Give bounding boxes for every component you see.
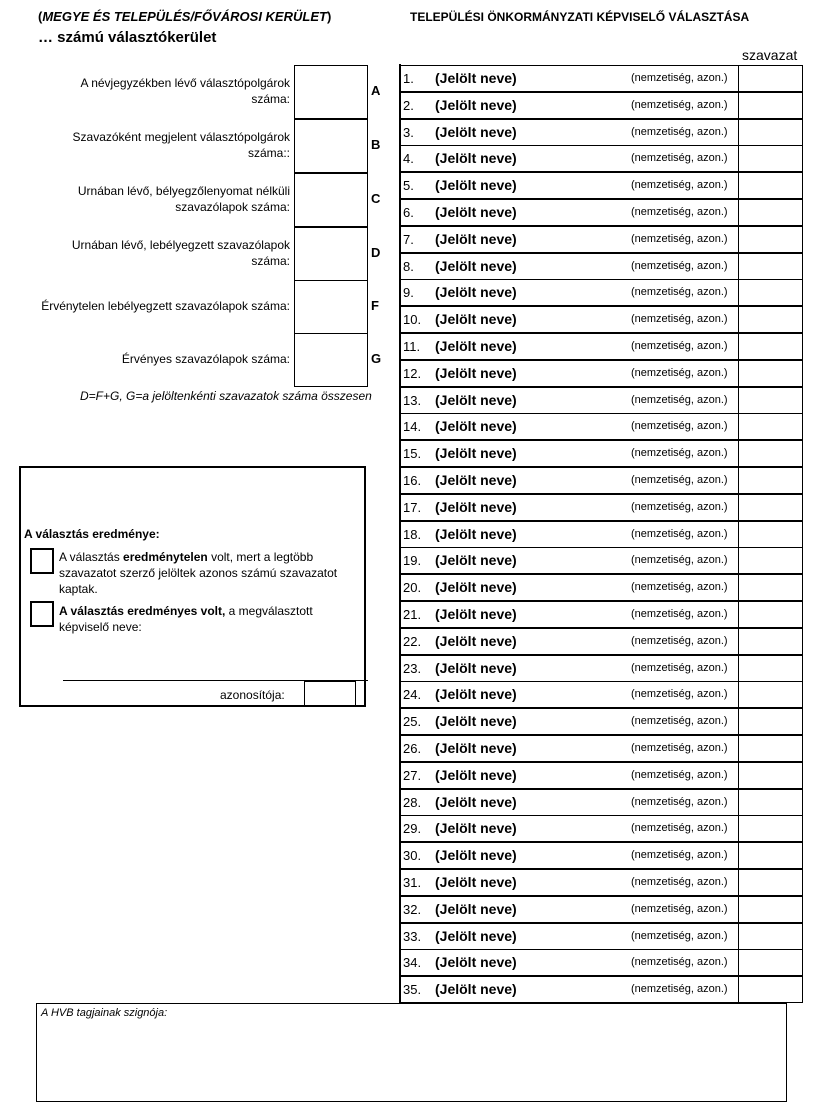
- candidate-row: [399, 949, 803, 976]
- candidate-row: [399, 655, 803, 682]
- vote-count-field[interactable]: [738, 172, 803, 199]
- vote-count-field[interactable]: [738, 923, 803, 950]
- candidate-nationality: (nemzetiség, azon.): [631, 206, 728, 218]
- stat-box-d[interactable]: [294, 227, 368, 281]
- candidate-cell: [399, 842, 738, 869]
- candidate-name: (Jelölt neve): [435, 96, 517, 113]
- vote-count-field[interactable]: [738, 547, 803, 574]
- candidate-row: [399, 119, 803, 146]
- vote-count-field[interactable]: [738, 842, 803, 869]
- candidate-nationality: (nemzetiség, azon.): [631, 768, 728, 781]
- candidate-number: 8.: [403, 258, 414, 274]
- id-field[interactable]: [304, 681, 356, 707]
- candidate-cell: [399, 172, 738, 199]
- candidate-name: (Jelölt neve): [435, 954, 517, 971]
- candidate-name: (Jelölt neve): [435, 391, 517, 408]
- vote-count-field[interactable]: [738, 628, 803, 655]
- candidate-nationality: (nemzetiség, azon.): [631, 232, 728, 245]
- candidate-nationality: (nemzetiség, azon.): [631, 259, 728, 272]
- id-label: azonosítója:: [220, 688, 285, 702]
- vote-count-field[interactable]: [738, 708, 803, 735]
- candidate-nationality: (nemzetiség, azon.): [631, 554, 728, 567]
- vote-count-field[interactable]: [738, 815, 803, 842]
- district-subtitle: … számú választókerület: [38, 29, 217, 46]
- candidate-number: 3.: [403, 124, 414, 140]
- candidate-nationality: (nemzetiség, azon.): [631, 849, 728, 862]
- candidate-row: [399, 360, 803, 387]
- vote-count-field[interactable]: [738, 949, 803, 976]
- vote-count-field[interactable]: [738, 976, 803, 1003]
- stat-box-g[interactable]: [294, 333, 368, 387]
- vote-count-field[interactable]: [738, 869, 803, 896]
- candidate-cell: [399, 65, 738, 92]
- candidate-row: [399, 708, 803, 735]
- candidate-row: [399, 387, 803, 414]
- candidate-name: (Jelölt neve): [435, 498, 517, 515]
- candidate-cell: [399, 869, 738, 896]
- candidate-name: (Jelölt neve): [435, 874, 517, 890]
- candidate-name: (Jelölt neve): [435, 70, 517, 86]
- candidate-cell: [399, 815, 738, 842]
- candidate-row: [399, 333, 803, 360]
- candidate-cell: [399, 306, 738, 333]
- candidate-name: (Jelölt neve): [435, 981, 517, 998]
- candidate-name: (Jelölt neve): [435, 659, 517, 676]
- candidate-cell: [399, 92, 738, 119]
- vote-count-field[interactable]: [738, 601, 803, 628]
- candidate-name: (Jelölt neve): [435, 579, 517, 596]
- vote-count-field[interactable]: [738, 762, 803, 789]
- candidate-cell: [399, 923, 738, 950]
- candidate-cell: [399, 467, 738, 494]
- vote-count-field[interactable]: [738, 467, 803, 494]
- candidate-number: 31.: [403, 875, 422, 890]
- vote-count-field[interactable]: [738, 789, 803, 816]
- stat-letter: A: [371, 83, 381, 98]
- candidate-number: 34.: [403, 955, 422, 971]
- candidate-nationality: (nemzetiség, azon.): [631, 393, 728, 406]
- candidate-row: [399, 574, 803, 601]
- candidate-nationality: (nemzetiség, azon.): [631, 956, 728, 969]
- candidate-nationality: (nemzetiség, azon.): [631, 340, 728, 352]
- candidate-row: [399, 896, 803, 923]
- candidate-number: 15.: [403, 446, 422, 462]
- candidate-row: [399, 199, 803, 226]
- candidate-row: [399, 735, 803, 762]
- candidate-name: (Jelölt neve): [435, 364, 517, 381]
- candidate-nationality: (nemzetiség, azon.): [631, 286, 728, 299]
- stat-letter: B: [371, 137, 381, 152]
- candidate-name: (Jelölt neve): [435, 740, 517, 756]
- candidate-nationality: (nemzetiség, azon.): [631, 581, 728, 594]
- candidate-number: 21.: [403, 607, 422, 622]
- candidate-row: [399, 467, 803, 494]
- candidate-name: (Jelölt neve): [435, 284, 517, 301]
- candidate-number: 32.: [403, 901, 422, 917]
- candidate-cell: [399, 360, 738, 387]
- stat-box-b[interactable]: [294, 119, 368, 173]
- candidate-row: [399, 762, 803, 789]
- candidate-cell: [399, 762, 738, 789]
- candidate-number: 29.: [403, 821, 422, 837]
- candidate-number: 1.: [403, 71, 414, 86]
- candidate-name: (Jelölt neve): [435, 525, 517, 542]
- candidate-row: [399, 253, 803, 280]
- candidate-cell: [399, 413, 738, 440]
- candidate-name: (Jelölt neve): [435, 927, 517, 944]
- candidate-name: (Jelölt neve): [435, 257, 517, 274]
- stat-label: Érvénytelen lebélyegzett szavazólapok száma:: [41, 299, 290, 313]
- candidate-nationality: (nemzetiség, azon.): [631, 688, 728, 701]
- candidate-row: [399, 547, 803, 574]
- candidate-nationality: (nemzetiség, azon.): [631, 527, 728, 540]
- candidate-number: 26.: [403, 741, 422, 756]
- stat-box-c[interactable]: [294, 173, 368, 227]
- candidate-cell: [399, 976, 738, 1003]
- vote-count-field[interactable]: [738, 306, 803, 333]
- candidate-row: [399, 681, 803, 708]
- candidate-cell: [399, 521, 738, 548]
- candidate-number: 28.: [403, 794, 422, 810]
- vote-count-field[interactable]: [738, 521, 803, 548]
- candidate-nationality: (nemzetiség, azon.): [631, 447, 728, 460]
- candidate-cell: [399, 494, 738, 521]
- result-title: A választás eredménye:: [24, 527, 160, 541]
- candidate-number: 27.: [403, 767, 422, 783]
- candidate-name: (Jelölt neve): [435, 338, 517, 354]
- vote-count-field[interactable]: [738, 413, 803, 440]
- stat-box-f[interactable]: [294, 280, 368, 334]
- stat-letter: F: [371, 298, 379, 313]
- candidate-row: [399, 440, 803, 467]
- candidate-row: [399, 65, 803, 92]
- candidate-number: 4.: [403, 151, 414, 167]
- candidate-row: [399, 869, 803, 896]
- candidate-cell: [399, 708, 738, 735]
- candidate-row: [399, 413, 803, 440]
- candidate-nationality: (nemzetiség, azon.): [631, 313, 728, 326]
- vote-count-field[interactable]: [738, 735, 803, 762]
- signature-title: A HVB tagjainak szignója:: [41, 1007, 168, 1019]
- vote-count-field[interactable]: [738, 65, 803, 92]
- candidate-row: [399, 976, 803, 1003]
- candidate-nationality: (nemzetiség, azon.): [631, 474, 728, 486]
- candidate-cell: [399, 574, 738, 601]
- candidate-number: 22.: [403, 633, 422, 649]
- candidate-row: [399, 628, 803, 655]
- stat-letter: C: [371, 191, 381, 206]
- candidate-cell: [399, 333, 738, 360]
- candidate-cell: [399, 601, 738, 628]
- candidate-nationality: (nemzetiség, azon.): [631, 902, 728, 915]
- candidate-nationality: (nemzetiség, azon.): [631, 795, 728, 808]
- candidate-nationality: (nemzetiség, azon.): [631, 876, 728, 888]
- candidate-row: [399, 494, 803, 521]
- vote-count-field[interactable]: [738, 896, 803, 923]
- vote-count-field[interactable]: [738, 333, 803, 360]
- candidate-number: 14.: [403, 419, 422, 435]
- candidate-row: [399, 789, 803, 816]
- candidate-nationality: (nemzetiség, azon.): [631, 634, 728, 647]
- candidate-name: (Jelölt neve): [435, 552, 517, 569]
- candidate-number: 20.: [403, 580, 422, 596]
- candidate-number: 12.: [403, 365, 422, 381]
- candidate-row: [399, 521, 803, 548]
- candidate-cell: [399, 681, 738, 708]
- successful-option-text: A választás eredményes volt, a megválasztott képviselő neve:: [59, 604, 313, 634]
- candidate-nationality: (nemzetiség, azon.): [631, 715, 728, 728]
- candidate-nationality: (nemzetiség, azon.): [631, 98, 728, 111]
- stat-box-a[interactable]: [294, 65, 368, 119]
- candidate-nationality: (nemzetiség, azon.): [631, 608, 728, 620]
- candidate-name: (Jelölt neve): [435, 311, 517, 328]
- candidate-nationality: (nemzetiség, azon.): [631, 500, 728, 513]
- stat-label: Urnában lévő, bélyegzőlenyomat nélküli szavazólapok száma:: [77, 184, 290, 214]
- vote-count-field[interactable]: [738, 387, 803, 414]
- candidate-nationality: (nemzetiség, azon.): [631, 661, 728, 674]
- candidate-name: (Jelölt neve): [435, 472, 517, 488]
- candidate-cell: [399, 226, 738, 253]
- candidate-number: 25.: [403, 714, 422, 730]
- candidate-cell: [399, 279, 738, 306]
- candidate-name: (Jelölt neve): [435, 445, 517, 462]
- candidate-nationality: (nemzetiség, azon.): [631, 420, 728, 433]
- candidate-number: 11.: [403, 339, 421, 354]
- vote-column-header: szavazat: [742, 47, 798, 63]
- candidate-cell: [399, 896, 738, 923]
- candidate-name: (Jelölt neve): [435, 900, 517, 917]
- candidate-name: (Jelölt neve): [435, 177, 517, 194]
- candidate-nationality: (nemzetiség, azon.): [631, 929, 728, 942]
- candidate-cell: [399, 655, 738, 682]
- candidate-row: [399, 815, 803, 842]
- stat-letter: D: [371, 245, 381, 260]
- candidate-number: 9.: [403, 285, 414, 301]
- candidate-cell: [399, 628, 738, 655]
- candidate-number: 24.: [403, 687, 422, 703]
- candidate-table: [399, 65, 803, 1004]
- candidate-number: 30.: [403, 848, 422, 864]
- candidate-cell: [399, 440, 738, 467]
- candidate-name: (Jelölt neve): [435, 606, 517, 622]
- candidate-number: 13.: [403, 392, 422, 408]
- candidate-row: [399, 842, 803, 869]
- candidate-number: 23.: [403, 660, 422, 676]
- unsuccessful-checkbox[interactable]: [30, 548, 54, 574]
- vote-count-field[interactable]: [738, 574, 803, 601]
- stat-label: Érvényes szavazólapok száma:: [121, 352, 290, 366]
- candidate-number: 17.: [403, 499, 422, 515]
- candidate-row: [399, 923, 803, 950]
- candidate-number: 18.: [403, 526, 422, 542]
- candidate-cell: [399, 547, 738, 574]
- candidate-cell: [399, 789, 738, 816]
- candidate-nationality: (nemzetiség, azon.): [631, 742, 728, 754]
- candidate-cell: [399, 199, 738, 226]
- vote-count-field[interactable]: [738, 360, 803, 387]
- candidate-name: (Jelölt neve): [435, 766, 517, 783]
- vote-count-field[interactable]: [738, 145, 803, 172]
- candidate-cell: [399, 253, 738, 280]
- candidate-cell: [399, 119, 738, 146]
- candidate-nationality: (nemzetiség, azon.): [631, 179, 728, 192]
- candidate-row: [399, 172, 803, 199]
- vote-count-field[interactable]: [738, 92, 803, 119]
- stat-letter: G: [371, 351, 382, 366]
- candidate-cell: [399, 145, 738, 172]
- candidate-row: [399, 145, 803, 172]
- vote-count-field[interactable]: [738, 199, 803, 226]
- candidate-row: [399, 601, 803, 628]
- candidate-row: [399, 279, 803, 306]
- candidate-name: (Jelölt neve): [435, 686, 517, 703]
- candidate-number: 33.: [403, 928, 422, 944]
- vote-count-field[interactable]: [738, 253, 803, 280]
- candidate-nationality: (nemzetiség, azon.): [631, 152, 728, 165]
- county-settlement-header: (MEGYE ÉS TELEPÜLÉS/FŐVÁROSI KERÜLET): [38, 9, 332, 24]
- stat-label: Szavazóként megjelent választópolgárok száma::: [72, 130, 290, 160]
- candidate-name: (Jelölt neve): [435, 123, 517, 140]
- stat-label: Urnában lévő, lebélyegzett szavazólapok száma:: [71, 238, 290, 268]
- candidate-row: [399, 92, 803, 119]
- candidate-name: (Jelölt neve): [435, 418, 517, 435]
- candidate-nationality: (nemzetiség, azon.): [631, 822, 728, 835]
- candidate-name: (Jelölt neve): [435, 847, 517, 864]
- successful-checkbox[interactable]: [30, 601, 54, 627]
- stat-label: A névjegyzékben lévő választópolgárok száma:: [80, 76, 290, 106]
- candidate-name: (Jelölt neve): [435, 713, 517, 730]
- vote-count-field[interactable]: [738, 279, 803, 306]
- formula-note: D=F+G, G=a jelöltenkénti szavazatok száma összesen: [80, 389, 372, 403]
- candidate-name: (Jelölt neve): [435, 820, 517, 837]
- candidate-row: [399, 306, 803, 333]
- vote-count-field[interactable]: [738, 494, 803, 521]
- candidate-row: [399, 226, 803, 253]
- county-settlement-label: MEGYE ÉS TELEPÜLÉS/FŐVÁROSI KERÜLET: [42, 9, 327, 24]
- candidate-number: 19.: [403, 553, 422, 569]
- candidate-name: (Jelölt neve): [435, 230, 517, 247]
- candidate-nationality: (nemzetiség, azon.): [631, 72, 728, 84]
- vote-count-field[interactable]: [738, 681, 803, 708]
- candidate-cell: [399, 949, 738, 976]
- candidate-cell: [399, 387, 738, 414]
- candidate-number: 10.: [403, 312, 422, 328]
- vote-count-field[interactable]: [738, 440, 803, 467]
- unsuccessful-option-text: A választás eredménytelen volt, mert a legtöbb szavazatot szerző jelöltek azonos számú szavazatot kaptak.: [59, 550, 338, 596]
- election-title: TELEPÜLÉSI ÖNKORMÁNYZATI KÉPVISELŐ VÁLASZTÁSA: [410, 10, 750, 24]
- candidate-number: 5.: [403, 178, 414, 194]
- vote-count-field[interactable]: [738, 226, 803, 253]
- candidate-number: 7.: [403, 231, 414, 247]
- candidate-name: (Jelölt neve): [435, 632, 517, 649]
- vote-count-field[interactable]: [738, 119, 803, 146]
- candidate-nationality: (nemzetiség, azon.): [631, 983, 728, 996]
- candidate-name: (Jelölt neve): [435, 204, 517, 220]
- vote-count-field[interactable]: [738, 655, 803, 682]
- candidate-name: (Jelölt neve): [435, 150, 517, 167]
- candidate-number: 6.: [403, 205, 414, 220]
- candidate-number: 2.: [403, 97, 414, 113]
- candidate-nationality: (nemzetiség, azon.): [631, 125, 728, 138]
- candidate-nationality: (nemzetiség, azon.): [631, 366, 728, 379]
- candidate-number: 35.: [403, 982, 422, 998]
- candidate-name: (Jelölt neve): [435, 793, 517, 810]
- candidate-number: 16.: [403, 473, 422, 488]
- candidate-cell: [399, 735, 738, 762]
